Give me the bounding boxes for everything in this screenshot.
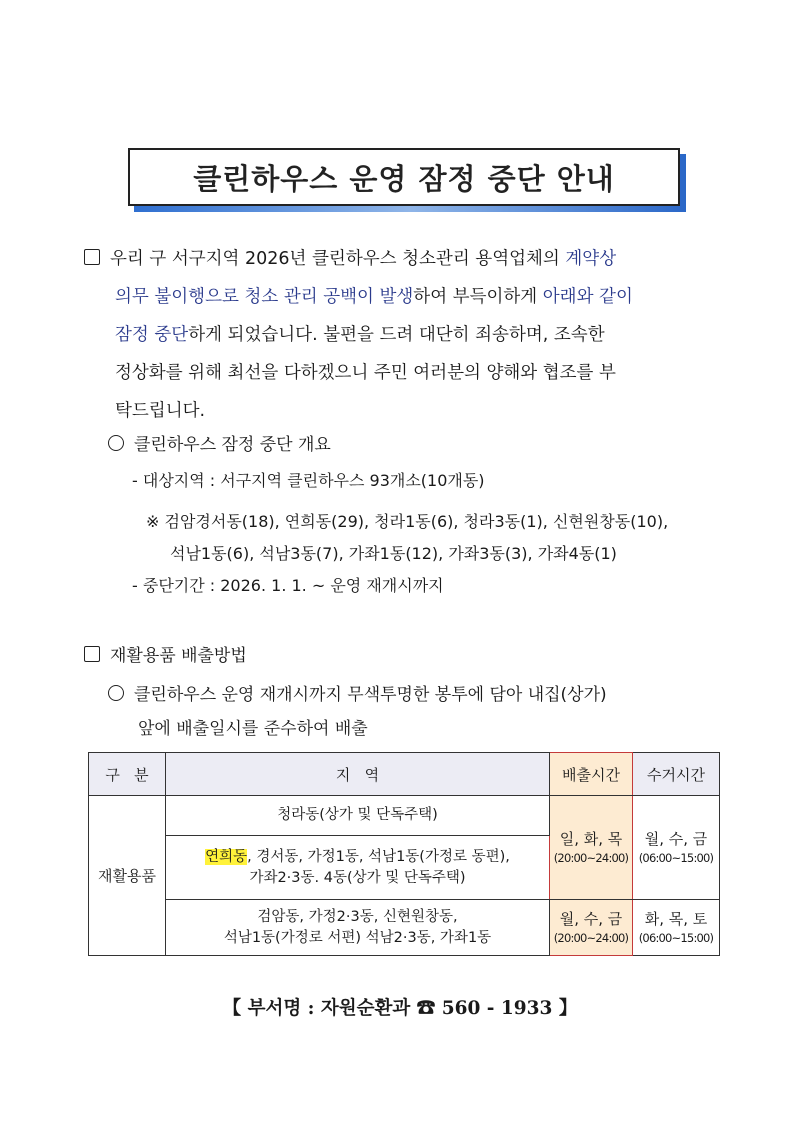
overview-note-line-1: ※ 검암경서동(18), 연희동(29), 청라1동(6), 청라3동(1), 신현원창동(10), [146, 512, 669, 531]
method-heading-row [84, 641, 247, 666]
collect-time-cell [633, 796, 720, 900]
category-label: 재활용품 [98, 867, 156, 885]
overview-heading: 클린하우스 잠정 중단 개요 [134, 435, 331, 455]
emit-hours: (20:00~24:00) [553, 930, 629, 945]
phone-number: 560 - 1933 [441, 998, 553, 1019]
overview-note-line-2: 석남1동(6), 석남3동(7), 가좌1동(12), 가좌3동(3), 가좌4동(1) [170, 544, 617, 563]
area-text-line-2: 석남1동(가정로 서편) 석남2·3동, 가좌1동 [223, 929, 492, 946]
area-text-line-1 [166, 847, 549, 868]
intro-segment: 하여 부득이하게 [413, 287, 543, 307]
header-emit-time-label: 배출시간 [562, 765, 620, 784]
area-cell [166, 900, 550, 956]
title-box [128, 148, 680, 206]
highlighted-area: 연희동 [205, 848, 248, 865]
collect-time-cell [633, 900, 720, 956]
table-row [89, 900, 720, 956]
intro-line [84, 278, 734, 316]
intro-line [84, 240, 734, 278]
square-bullet-icon [84, 646, 100, 662]
title-banner [128, 148, 680, 204]
intro-emphasis: 잠정 중단 [115, 325, 189, 345]
area-cell [166, 796, 550, 836]
area-cell [166, 836, 550, 900]
collect-hours: (06:00~15:00) [638, 850, 714, 865]
emit-days: 월, 수, 금 [559, 909, 623, 928]
area-text-line-2: 가좌2·3동. 4동(상가 및 단독주택) [249, 869, 466, 886]
schedule-table [88, 752, 720, 956]
area-text: 청라동(상가 및 단독주택) [277, 807, 438, 823]
overview-heading-row [108, 430, 331, 455]
emit-time-cell [550, 796, 633, 900]
phone-icon: ☎ [416, 998, 436, 1019]
intro-segment: 탁드립니다. [115, 401, 206, 421]
table-row [89, 796, 720, 836]
header-category-label: 구 분 [105, 765, 149, 784]
emit-hours: (20:00~24:00) [553, 850, 629, 865]
intro-segment: 하게 되었습니다. 불편을 드려 대단히 죄송하며, 조속한 [188, 325, 605, 345]
intro-line [84, 392, 734, 430]
intro-paragraph [84, 240, 734, 430]
department-footer [0, 994, 800, 1020]
intro-emphasis: 아래와 같이 [542, 287, 633, 307]
category-cell [89, 796, 166, 956]
close-bracket: 】 [558, 998, 578, 1019]
method-item-line-2: 앞에 배출일시를 준수하여 배출 [138, 719, 368, 739]
header-category [89, 753, 166, 796]
intro-emphasis: 의무 불이행으로 청소 관리 공백이 발생 [115, 287, 414, 307]
department-label: 부서명 : 자원순환과 [247, 998, 411, 1019]
intro-line [84, 316, 734, 354]
method-heading: 재활용품 배출방법 [110, 646, 247, 666]
circle-bullet-icon [108, 435, 124, 451]
intro-segment: 정상화를 위해 최선을 다하겠으니 주민 여러분의 양해와 협조를 부 [115, 363, 616, 383]
header-collect-time [633, 753, 720, 796]
page-title: 클린하우스 운영 잠정 중단 안내 [193, 161, 615, 196]
table-header-row [89, 753, 720, 796]
method-item-line-1: 클린하우스 운영 재개시까지 무색투명한 봉투에 담아 내집(상가) [134, 685, 607, 705]
circle-bullet-icon [108, 685, 124, 701]
header-area [166, 753, 550, 796]
collect-days: 월, 수, 금 [644, 829, 708, 848]
area-text: , 경서동, 가정1동, 석남1동(가정로 동편), [247, 848, 510, 865]
header-collect-time-label: 수거시간 [647, 765, 705, 784]
header-area-label: 지 역 [335, 765, 380, 784]
intro-segment: 우리 구 서구지역 2026년 클린하우스 청소관리 용역업체의 [110, 249, 566, 269]
open-bracket: 【 [222, 998, 242, 1019]
emit-time-cell [550, 900, 633, 956]
emit-days: 일, 화, 목 [559, 829, 623, 848]
area-text-line-1: 검암동, 가정2·3동, 신현원창동, [257, 908, 458, 925]
method-item-row [108, 680, 607, 705]
intro-emphasis: 계약상 [565, 249, 617, 269]
overview-period: - 중단기간 : 2026. 1. 1. ~ 운영 재개시까지 [132, 576, 444, 595]
header-emit-time [550, 753, 633, 796]
overview-target: - 대상지역 : 서구지역 클린하우스 93개소(10개동) [132, 471, 485, 490]
square-bullet-icon [84, 249, 100, 265]
collect-days: 화, 목, 토 [644, 909, 708, 928]
collect-hours: (06:00~15:00) [638, 930, 714, 945]
intro-line [84, 354, 734, 392]
